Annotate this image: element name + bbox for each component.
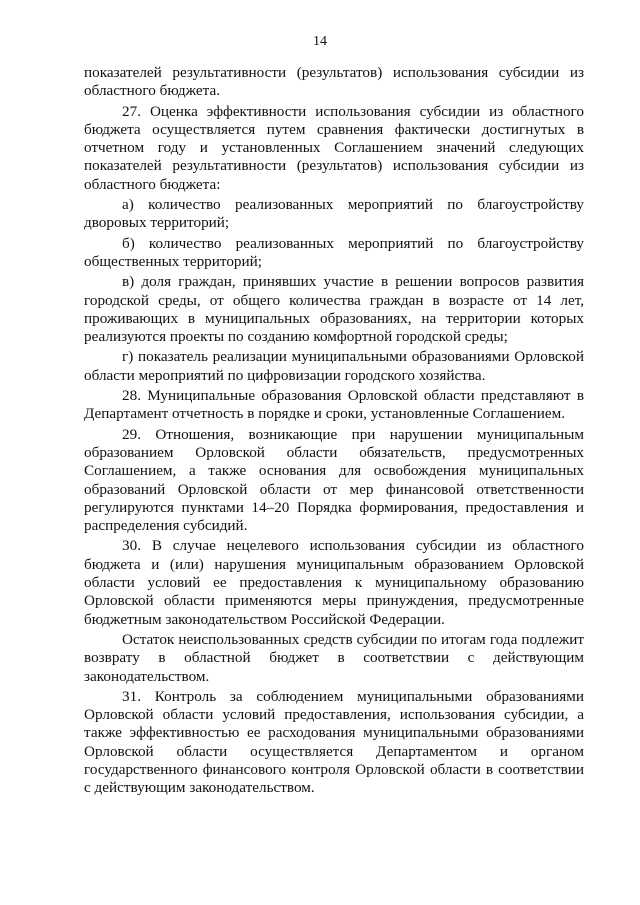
paragraph-27-item-v: в) доля граждан, принявших участие в решении вопросов развития городской среды, от общего количества граждан в возрасте от 14 лет, проживающих в муниципальных образованиях, на территории которых реализуются проекты по созданию комфортной городской среды;: [84, 273, 584, 346]
document-body: [84, 64, 584, 800]
page-number: 14: [313, 34, 327, 49]
paragraph-30: 30. В случае нецелевого использования субсидии из областного бюджета и (или) нарушения муниципальным образованием Орловской области условий ее предоставления к муниципальному образованию Орловской области применяются меры принуждения, предусмотренные бюджетным законодательством Российской Федерации.: [84, 537, 584, 628]
paragraph-27-item-g: г) показатель реализации муниципальными образованиями Орловской области мероприятий по цифровизации городского хозяйства.: [84, 348, 584, 384]
paragraph-continuation: показателей результативности (результатов) использования субсидии из областного бюджета.: [84, 64, 584, 100]
paragraph-28: 28. Муниципальные образования Орловской области представляют в Департамент отчетность в порядке и сроки, установленные Соглашением.: [84, 387, 584, 423]
paragraph-27-item-a: а) количество реализованных мероприятий по благоустройству дворовых территорий;: [84, 196, 584, 232]
paragraph-31: 31. Контроль за соблюдением муниципальными образованиями Орловской области условий предоставления, использования субсидии, а также эффективностью ее расходования муниципальными образованиями Орловской области осуществляется Департаментом и органом государственного финансового контроля Орловской области в соответствии с действующим законодательством.: [84, 687, 584, 797]
paragraph-29: 29. Отношения, возникающие при нарушении муниципальным образованием Орловской области обязательств, предусмотренных Соглашением, а также основания для освобождения муниципальных образований Орловской области от мер финансовой ответственности регулируются пунктами 14–20 Порядка формирования, предоставления и распределения субсидий.: [84, 425, 584, 535]
paragraph-27-item-b: б) количество реализованных мероприятий по благоустройству общественных территорий;: [84, 234, 584, 270]
paragraph-27: 27. Оценка эффективности использования субсидии из областного бюджета осуществляется путем сравнения фактически достигнутых в отчетном году и установленных Соглашением значений следующих показателей результативности (результатов) использования субсидии из областного бюджета:: [84, 102, 584, 193]
paragraph-30-remainder: Остаток неиспользованных средств субсидии по итогам года подлежит возврату в областной бюджет в соответствии с действующим законодательством.: [84, 630, 584, 685]
